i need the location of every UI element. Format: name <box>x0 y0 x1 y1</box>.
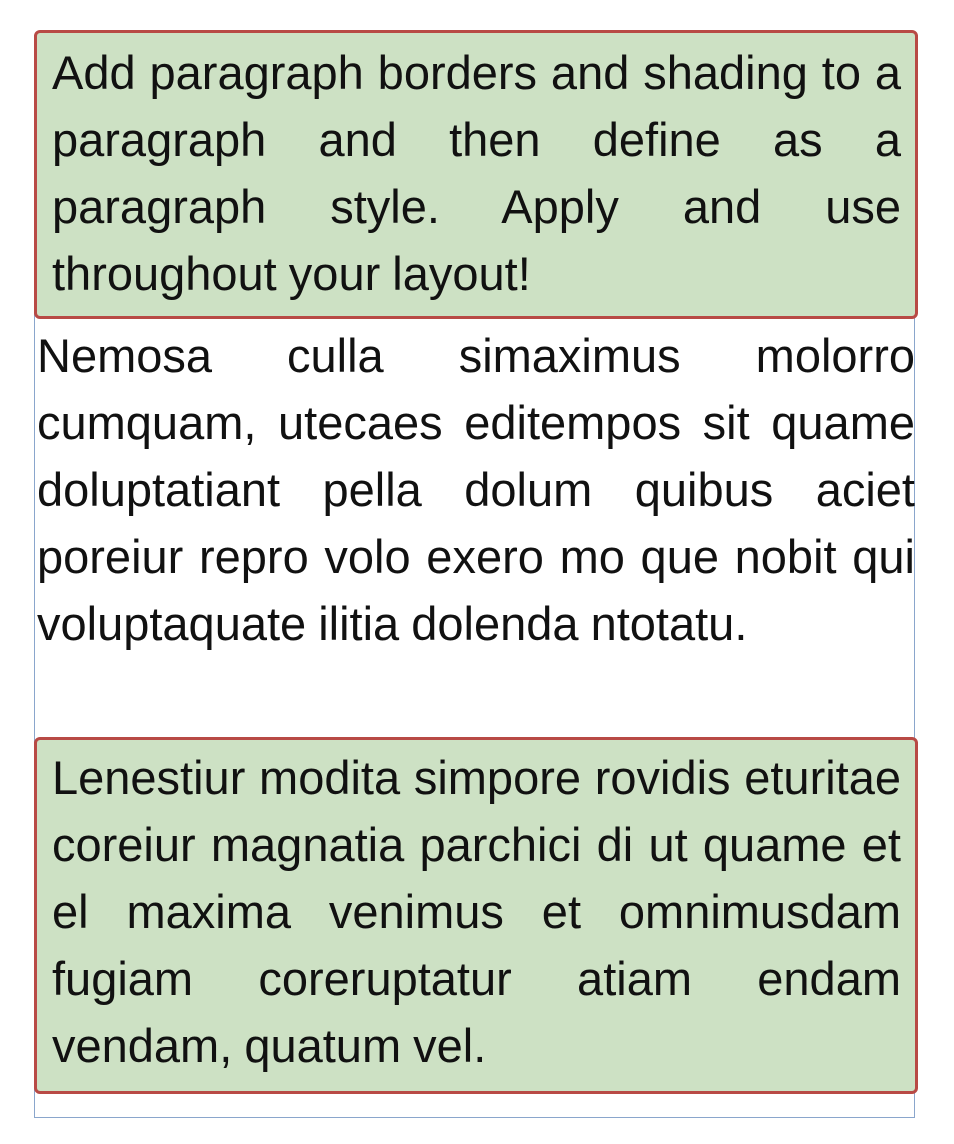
body-paragraph[interactable]: Nemosa culla simaximus molorro cumquam, utecaes editempos sit quame doluptatiant pella dolum quibus aciet poreiur repro volo exero mo que nobit qui voluptaquate ilitia dolenda ntotatu. <box>37 329 915 650</box>
shaded-paragraph-1[interactable]: Add paragraph borders and shading to a paragraph and then define as a paragraph style. Apply and use throughout your layout! <box>34 30 918 319</box>
shaded-paragraph-2[interactable]: Lenestiur modita simpore rovidis eturitae coreiur magnatia parchici di ut quame et el maxima venimus et omnimusdam fugiam coreruptatur atiam endam vendam, quatum vel. <box>34 737 918 1094</box>
